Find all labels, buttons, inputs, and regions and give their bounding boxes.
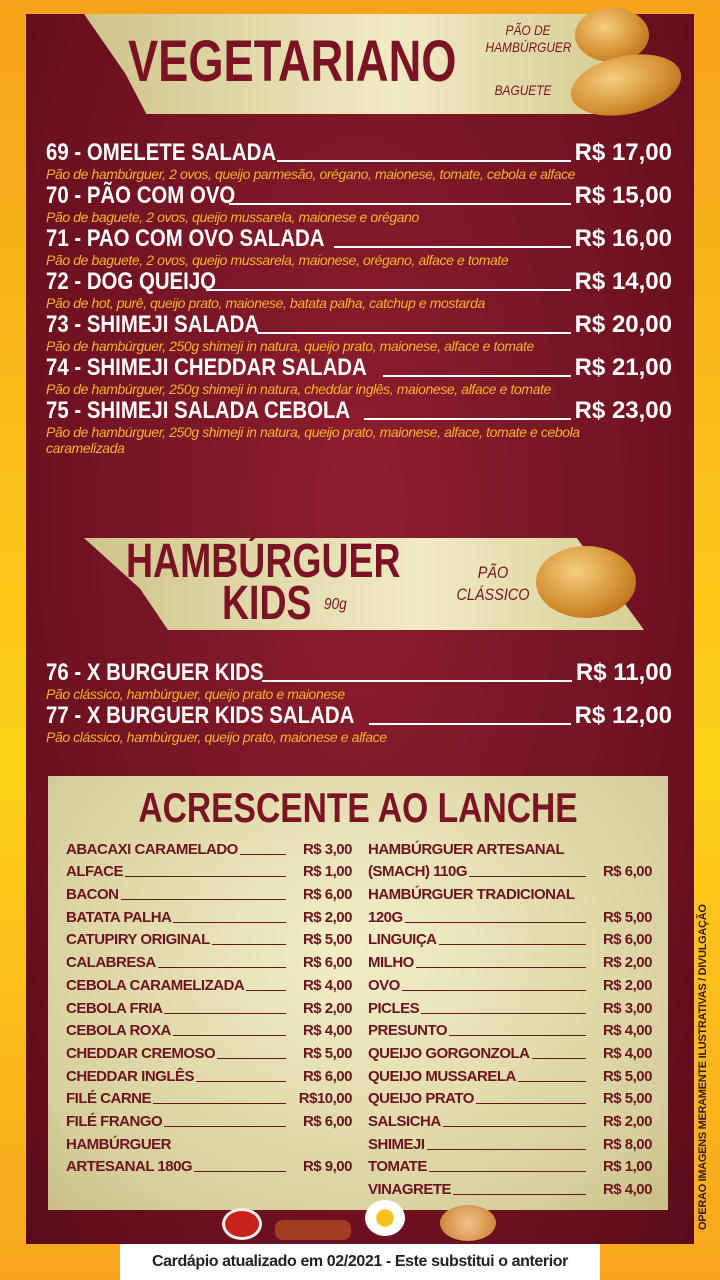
leader-line (240, 854, 286, 855)
extra-name: CALABRESA (66, 954, 156, 972)
ketchup-image (222, 1208, 262, 1240)
egg-image (365, 1200, 405, 1236)
leader-line (246, 990, 286, 991)
extra-price: R$ 4,00 (602, 1181, 652, 1198)
leader-line (194, 1171, 286, 1172)
extra-name: CEBOLA FRIA (66, 999, 163, 1017)
extra-item (66, 1018, 352, 1041)
leader-line (125, 876, 286, 877)
extra-name: HAMBÚRGUER (66, 1135, 171, 1153)
leader-line (364, 418, 571, 420)
leader-line (421, 1013, 586, 1014)
extra-name: QUEIJO MUSSARELA (368, 1067, 516, 1085)
item-description: Pão de baguete, 2 ovos, queijo mussarela, maionese, orégano, alface e tomate (46, 252, 509, 268)
extra-name: CATUPIRY ORIGINAL (66, 931, 210, 949)
menu-item (46, 226, 672, 269)
onion-image (440, 1205, 496, 1241)
extra-name: PRESUNTO (368, 1022, 448, 1040)
leader-line (164, 1013, 286, 1014)
section-title: VEGETARIANO (128, 29, 457, 94)
extra-price: R$ 3,00 (302, 840, 352, 858)
extra-price: R$ 2,00 (602, 976, 652, 994)
leader-line (439, 944, 587, 945)
leader-line (158, 967, 286, 968)
menu-item (46, 355, 672, 398)
extra-name: MILHO (368, 954, 414, 972)
extra-item (66, 881, 352, 904)
extra-item (368, 927, 652, 950)
leader-line (427, 1149, 586, 1150)
leader-line (153, 1103, 286, 1104)
weight-label: 90g (324, 596, 347, 613)
item-price: R$ 11,00 (575, 659, 672, 686)
bacon-image (275, 1220, 351, 1240)
extra-price: R$ 6,00 (602, 931, 652, 949)
extra-item (66, 836, 352, 859)
leader-line (429, 1171, 586, 1172)
item-description: Pão de hot, purê, queijo prato, maionese, batata palha, catchup e mostarda (46, 295, 485, 311)
extra-price: R$ 2,00 (302, 999, 352, 1017)
extra-item (368, 881, 652, 904)
burger-bun-image (536, 546, 636, 618)
extra-price: R$ 9,00 (302, 1158, 352, 1176)
extra-name: CHEDDAR INGLÊS (66, 1067, 195, 1085)
item-name: 72 - DOG QUEIJO (46, 268, 217, 295)
item-description: Pão de hambúrguer, 2 ovos, queijo parmesão, orégano, maionese, tomate, cebola e alface (46, 166, 576, 182)
extra-item (66, 927, 352, 950)
leader-line (449, 1035, 586, 1036)
extra-price: R$ 2,00 (602, 1112, 652, 1130)
extra-name: PICLES (368, 999, 420, 1017)
extra-name: HAMBÚRGUER ARTESANAL (368, 840, 565, 858)
vegetariano-list (46, 139, 672, 456)
extra-price: R$ 4,00 (302, 976, 352, 994)
item-description: Pão clássico, hambúrguer, queijo prato, maionese e alface (46, 729, 387, 745)
item-price: R$ 12,00 (574, 702, 672, 729)
leader-line (416, 967, 586, 968)
disclaimer-text: OPERAO IMAGENS MERAMENTE ILUSTRATIVAS / DIVULGAÇÃO (697, 904, 709, 1230)
leader-line (121, 899, 287, 900)
extra-price: R$ 5,00 (602, 1090, 652, 1108)
extra-name: BATATA PALHA (66, 908, 172, 926)
extra-item (368, 1131, 652, 1154)
kids-list (46, 660, 672, 746)
leader-line (173, 1035, 286, 1036)
extra-name: SALSICHA (368, 1112, 441, 1130)
leader-line (173, 922, 286, 923)
extra-item (368, 1176, 652, 1199)
extra-price: R$ 4,00 (302, 1022, 352, 1040)
extra-price: R$ 6,00 (302, 1112, 352, 1130)
extra-item (368, 972, 652, 995)
extra-name: CEBOLA ROXA (66, 1022, 171, 1040)
extra-item (368, 1086, 652, 1109)
extra-name: QUEIJO GORGONZOLA (368, 1044, 530, 1062)
extra-price: R$ 1,00 (602, 1158, 652, 1176)
menu-item (46, 312, 672, 355)
extra-price: R$ 6,00 (302, 954, 352, 972)
leader-line (206, 289, 571, 291)
extra-price: R$ 6,00 (302, 1067, 352, 1085)
extra-name: FILÉ FRANGO (66, 1112, 163, 1130)
leader-line (453, 1194, 586, 1195)
extra-name: BACON (66, 886, 119, 904)
menu-item (46, 140, 672, 183)
item-price: R$ 23,00 (574, 397, 672, 424)
extra-price: R$ 5,00 (602, 1067, 652, 1085)
leader-line (532, 1058, 586, 1059)
extra-price: R$ 4,00 (602, 1044, 652, 1062)
extra-item (368, 1063, 652, 1086)
extras-right-column (368, 836, 652, 1199)
item-price: R$ 14,00 (574, 268, 672, 295)
extra-item (368, 1040, 652, 1063)
item-description: Pão de hambúrguer, 250g shimeji in natura, queijo prato, maionese, alface e tomate (46, 338, 534, 354)
extra-name: QUEIJO PRATO (368, 1090, 474, 1108)
extra-name: OVO (368, 976, 400, 994)
extra-price: R$ 8,00 (602, 1135, 652, 1153)
leader-line (164, 1126, 286, 1127)
item-name: 77 - X BURGUER KIDS SALADA (46, 702, 355, 729)
menu-item (46, 660, 672, 703)
item-name: 76 - X BURGUER KIDS (46, 659, 264, 686)
leader-line (443, 1126, 586, 1127)
extra-name: CHEDDAR CREMOSO (66, 1044, 216, 1062)
footer-note: Cardápio atualizado em 02/2021 - Este substitui o anterior (120, 1244, 600, 1280)
menu-item (46, 397, 672, 456)
extra-name: CEBOLA CARAMELIZADA (66, 976, 245, 994)
extra-name: 120G (368, 908, 403, 926)
extra-price: R$ 5,00 (302, 931, 352, 949)
section-title: ACRESCENTE AO LANCHE (138, 784, 578, 831)
extra-item (368, 949, 652, 972)
extra-price: R$ 6,00 (302, 886, 352, 904)
extra-price: R$ 5,00 (602, 908, 652, 926)
extra-item (368, 1154, 652, 1177)
item-price: R$ 16,00 (574, 225, 672, 252)
extra-item (368, 904, 652, 927)
extra-name: LINGUIÇA (368, 931, 437, 949)
item-description: Pão de hambúrguer, 250g shimeji in natura, cheddar inglês, maionese, alface e tomate (46, 381, 551, 397)
item-price: R$ 17,00 (574, 139, 672, 166)
menu-item (46, 269, 672, 312)
item-description: Pão de baguete, 2 ovos, queijo mussarela, maionese e orégano (46, 209, 419, 225)
bread-label: PÃO CLÁSSICO (456, 563, 530, 604)
item-price: R$ 15,00 (574, 182, 672, 209)
bread-label: BAGUETE (494, 82, 552, 98)
extra-price: R$ 6,00 (602, 863, 652, 881)
extras-box (48, 776, 668, 1210)
extra-item (368, 859, 652, 882)
extra-price: R$ 3,00 (602, 999, 652, 1017)
leader-line (277, 160, 571, 162)
extra-name: HAMBÚRGUER TRADICIONAL (368, 886, 575, 904)
leader-line (469, 876, 586, 877)
extra-item (368, 1108, 652, 1131)
extra-item (66, 904, 352, 927)
leader-line (476, 1103, 586, 1104)
leader-line (334, 246, 571, 248)
extra-name: (SMACH) 110G (368, 863, 468, 881)
extra-name: ABACAXI CARAMELADO (66, 840, 238, 858)
menu-item (46, 183, 672, 226)
extra-price: R$ 2,00 (602, 954, 652, 972)
extra-price: R$ 1,00 (302, 863, 352, 881)
extra-item (66, 1063, 352, 1086)
bread-label: PÃO DE HAMBÚRGUER (485, 22, 572, 55)
leader-line (405, 922, 586, 923)
section-title: KIDS (222, 577, 312, 630)
menu-item (46, 703, 672, 746)
leader-line (518, 1081, 586, 1082)
item-name: 71 - PAO COM OVO SALADA (46, 225, 325, 252)
extra-item (66, 1154, 352, 1177)
item-name: 74 - SHIMEJI CHEDDAR SALADA (46, 354, 367, 381)
extra-name: FILÉ CARNE (66, 1090, 151, 1108)
extra-item (66, 1131, 352, 1154)
extra-item (66, 995, 352, 1018)
leader-line (257, 332, 571, 334)
extra-name: ARTESANAL 180G (66, 1158, 193, 1176)
item-description: Pão de hambúrguer, 250g shimeji in natura, queijo prato, maionese, alface, tomate e cebola caramelizada (46, 424, 580, 456)
leader-line (229, 203, 571, 205)
leader-line (262, 680, 572, 682)
extra-item (66, 1040, 352, 1063)
item-name: 69 - OMELETE SALADA (46, 139, 277, 166)
item-description: Pão clássico, hambúrguer, queijo prato e maionese (46, 686, 345, 702)
leader-line (383, 375, 570, 377)
item-price: R$ 21,00 (574, 354, 672, 381)
extras-left-column (66, 836, 352, 1176)
extra-name: TOMATE (368, 1158, 427, 1176)
leader-line (369, 723, 571, 725)
extra-price: R$ 5,00 (302, 1044, 352, 1062)
extra-price: R$ 4,00 (602, 1022, 652, 1040)
extra-name: VINAGRETE (368, 1181, 452, 1198)
extra-item (368, 836, 652, 859)
extra-item (66, 1086, 352, 1109)
item-name: 75 - SHIMEJI SALADA CEBOLA (46, 397, 351, 424)
extra-item (368, 1018, 652, 1041)
leader-line (217, 1058, 286, 1059)
leader-line (402, 990, 586, 991)
item-price: R$ 20,00 (574, 311, 672, 338)
extra-price: R$10,00 (298, 1090, 352, 1108)
leader-line (212, 944, 286, 945)
extra-item (66, 1108, 352, 1131)
section-title: HAMBÚRGUER (126, 535, 401, 588)
leader-line (196, 1081, 286, 1082)
extra-item (66, 859, 352, 882)
extra-name: SHIMEJI (368, 1135, 425, 1153)
extra-item (66, 949, 352, 972)
item-name: 73 - SHIMEJI SALADA (46, 311, 260, 338)
extra-price: R$ 2,00 (302, 908, 352, 926)
extra-name: ALFACE (66, 863, 123, 881)
item-name: 70 - PÃO COM OVO (46, 182, 236, 209)
extra-item (368, 995, 652, 1018)
extra-item (66, 972, 352, 995)
